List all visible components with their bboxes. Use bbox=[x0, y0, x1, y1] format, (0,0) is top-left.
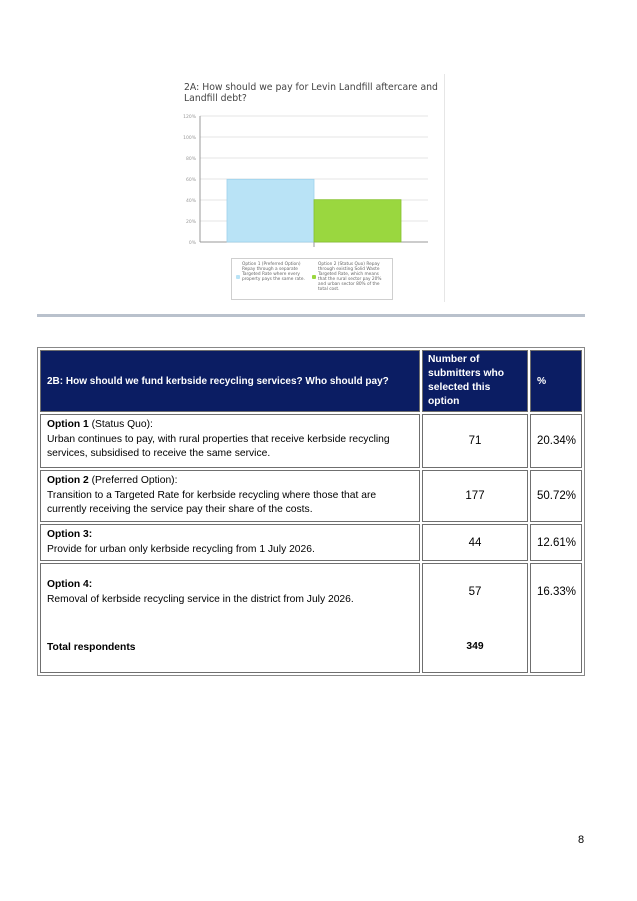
legend-swatch-option-1 bbox=[236, 275, 240, 279]
total-count: 349 bbox=[466, 641, 484, 652]
table-row-option-4 bbox=[40, 563, 582, 673]
table-row-option-3 bbox=[40, 524, 582, 561]
option-2-description bbox=[40, 470, 420, 522]
option-title: Option 2 bbox=[47, 475, 89, 486]
option-text: Provide for urban only kerbside recycling from 1 July 2026. bbox=[47, 543, 315, 555]
option-1-description bbox=[40, 414, 420, 468]
option-text: Removal of kerbside recycling service in the district from July 2026. bbox=[47, 593, 354, 605]
legend-text-option-1: Option 1 (Preferred Option) Repay through a separate Targeted Rate where every property pays the same rate. bbox=[242, 262, 305, 282]
y-tick-label: 0% bbox=[188, 241, 196, 246]
option-3-percent: 12.61% bbox=[530, 524, 582, 561]
option-3-count: 44 bbox=[422, 524, 528, 561]
table-row-option-2 bbox=[40, 470, 582, 522]
option-1-percent: 20.34% bbox=[530, 414, 582, 468]
option-2-percent: 50.72% bbox=[530, 470, 582, 522]
recycling-options-table bbox=[37, 347, 585, 676]
option-4-count: 57 bbox=[468, 586, 482, 598]
option-4-description bbox=[40, 563, 420, 673]
total-label: Total respondents bbox=[47, 642, 136, 653]
option-subtitle: (Status Quo): bbox=[88, 419, 153, 430]
option-subtitle: (Preferred Option): bbox=[88, 475, 178, 486]
bar-1 bbox=[227, 179, 314, 242]
chart-title: 2A: How should we pay for Levin Landfill aftercare and Landfill debt? bbox=[184, 82, 438, 104]
y-tick-label: 80% bbox=[185, 157, 196, 162]
option-4-count-cell bbox=[422, 563, 528, 673]
table-header-row bbox=[40, 350, 582, 412]
option-1-count: 71 bbox=[422, 414, 528, 468]
option-text: Urban continues to pay, with rural properties that receive kerbside recycling services, subsidised to receive the same service. bbox=[47, 433, 390, 459]
count-header: Number of submitters who selected this option bbox=[422, 350, 528, 412]
section-divider bbox=[37, 314, 585, 317]
legend-text-option-2: Option 2 (Status Quo) Repay through existing Solid Waste Targeted Rate, which means that the rural sector pay 20% and urban sector 80% of the total cost. bbox=[318, 262, 382, 292]
y-tick-label: 120% bbox=[183, 115, 196, 120]
option-title: Option 3: bbox=[47, 529, 93, 540]
page-number: 8 bbox=[578, 834, 585, 846]
option-text: Transition to a Targeted Rate for kerbside recycling where those that are currently receiving the service pay their share of the costs. bbox=[47, 489, 377, 515]
option-4-percent: 16.33% bbox=[530, 563, 582, 673]
option-title: Option 4: bbox=[47, 579, 93, 590]
y-tick-label: 20% bbox=[185, 220, 196, 225]
chart-legend bbox=[231, 258, 393, 300]
option-3-description bbox=[40, 524, 420, 561]
y-tick-label: 60% bbox=[185, 178, 196, 183]
option-title: Option 1 bbox=[47, 419, 89, 430]
y-tick-label: 40% bbox=[185, 199, 196, 204]
option-2-count: 177 bbox=[422, 470, 528, 522]
question-header: 2B: How should we fund kerbside recycling services? Who should pay? bbox=[40, 350, 420, 412]
y-tick-label: 100% bbox=[183, 136, 196, 141]
chart-2a bbox=[176, 74, 445, 302]
table-row-option-1 bbox=[40, 414, 582, 468]
legend-swatch-option-2 bbox=[312, 275, 316, 279]
percent-header: % bbox=[530, 350, 582, 412]
bar-2 bbox=[314, 200, 401, 242]
